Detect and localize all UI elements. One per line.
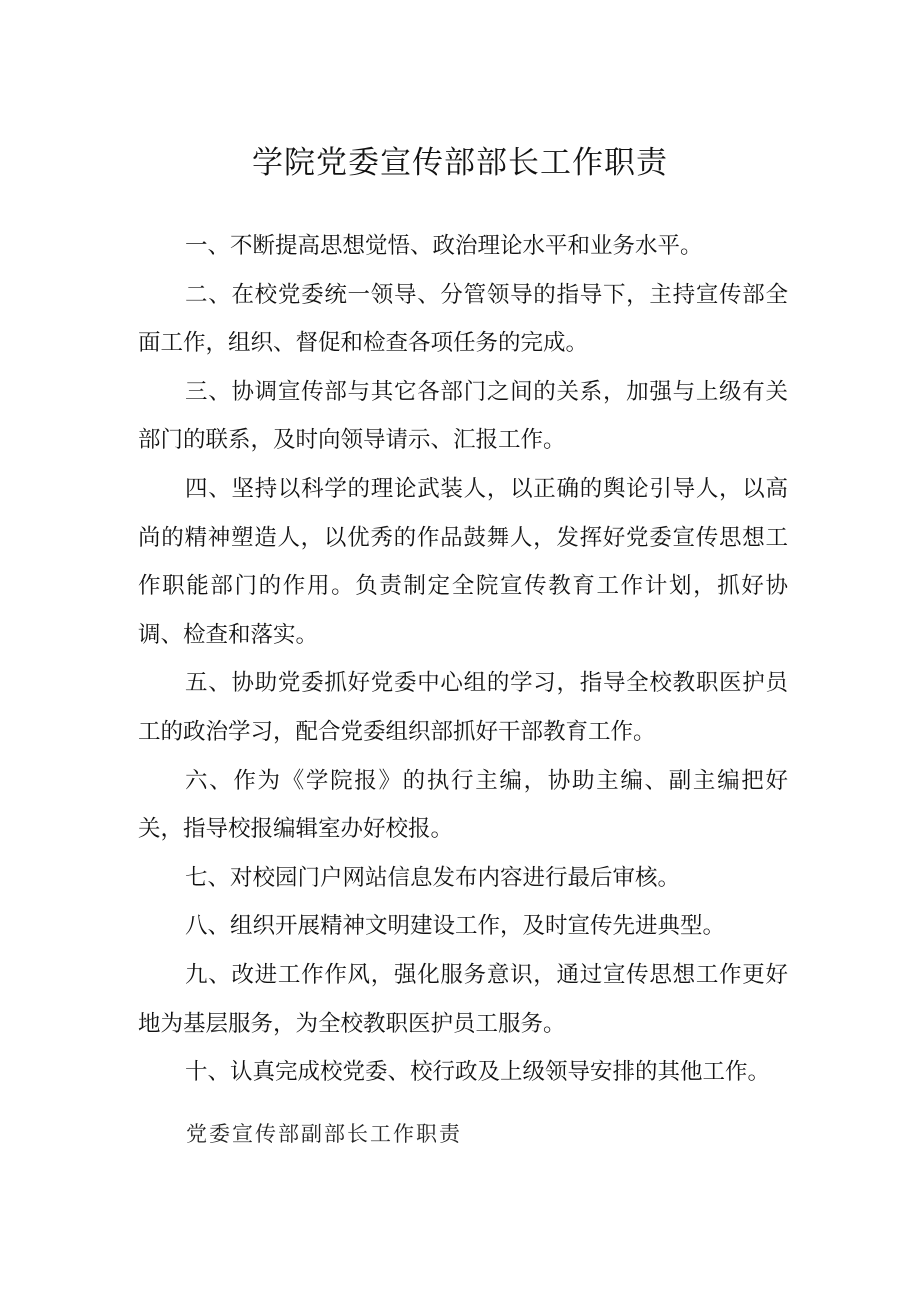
paragraph-7: 七、对校园门户网站信息发布内容进行最后审核。 [185, 864, 681, 891]
paragraph-10: 十、认真完成校党委、校行政及上级领导安排的其他工作。 [185, 1059, 771, 1086]
paragraph-1: 一、不断提高思想觉悟、政治理论水平和业务水平。 [185, 233, 703, 259]
paragraph-3: 三、协调宣传部与其它各部门之间的关系，加强与上级有关部门的联系，及时向领导请示、汇报工作。 [138, 378, 788, 454]
paragraph-4: 四、坚持以科学的理论武装人，以正确的舆论引导人，以高尚的精神塑造人，以优秀的作品鼓舞人，发挥好党委宣传思想工作职能部门的作用。负责制定全院宣传教育工作计划，抓好协调、检查和落实。 [138, 475, 788, 648]
paragraph-8: 八、组织开展精神文明建设工作，及时宣传先进典型。 [185, 913, 726, 940]
paragraph-6: 六、作为《学院报》的执行主编，协助主编、副主编把好关，指导校报编辑室办好校报。 [138, 767, 788, 843]
next-section-title: 党委宣传部副部长工作职责 [186, 1122, 462, 1146]
document-title: 学院党委宣传部部长工作职责 [252, 145, 668, 181]
paragraph-9: 九、改进工作作风，强化服务意识，通过宣传思想工作更好地为基层服务，为全校教职医护员工服务。 [138, 961, 788, 1037]
paragraph-2: 二、在校党委统一领导、分管领导的指导下，主持宣传部全面工作，组织、督促和检查各项任务的完成。 [138, 281, 788, 357]
document-body [138, 222, 788, 1097]
paragraph-5: 五、协助党委抓好党委中心组的学习，指导全校教职医护员工的政治学习，配合党委组织部抓好干部教育工作。 [138, 670, 788, 745]
